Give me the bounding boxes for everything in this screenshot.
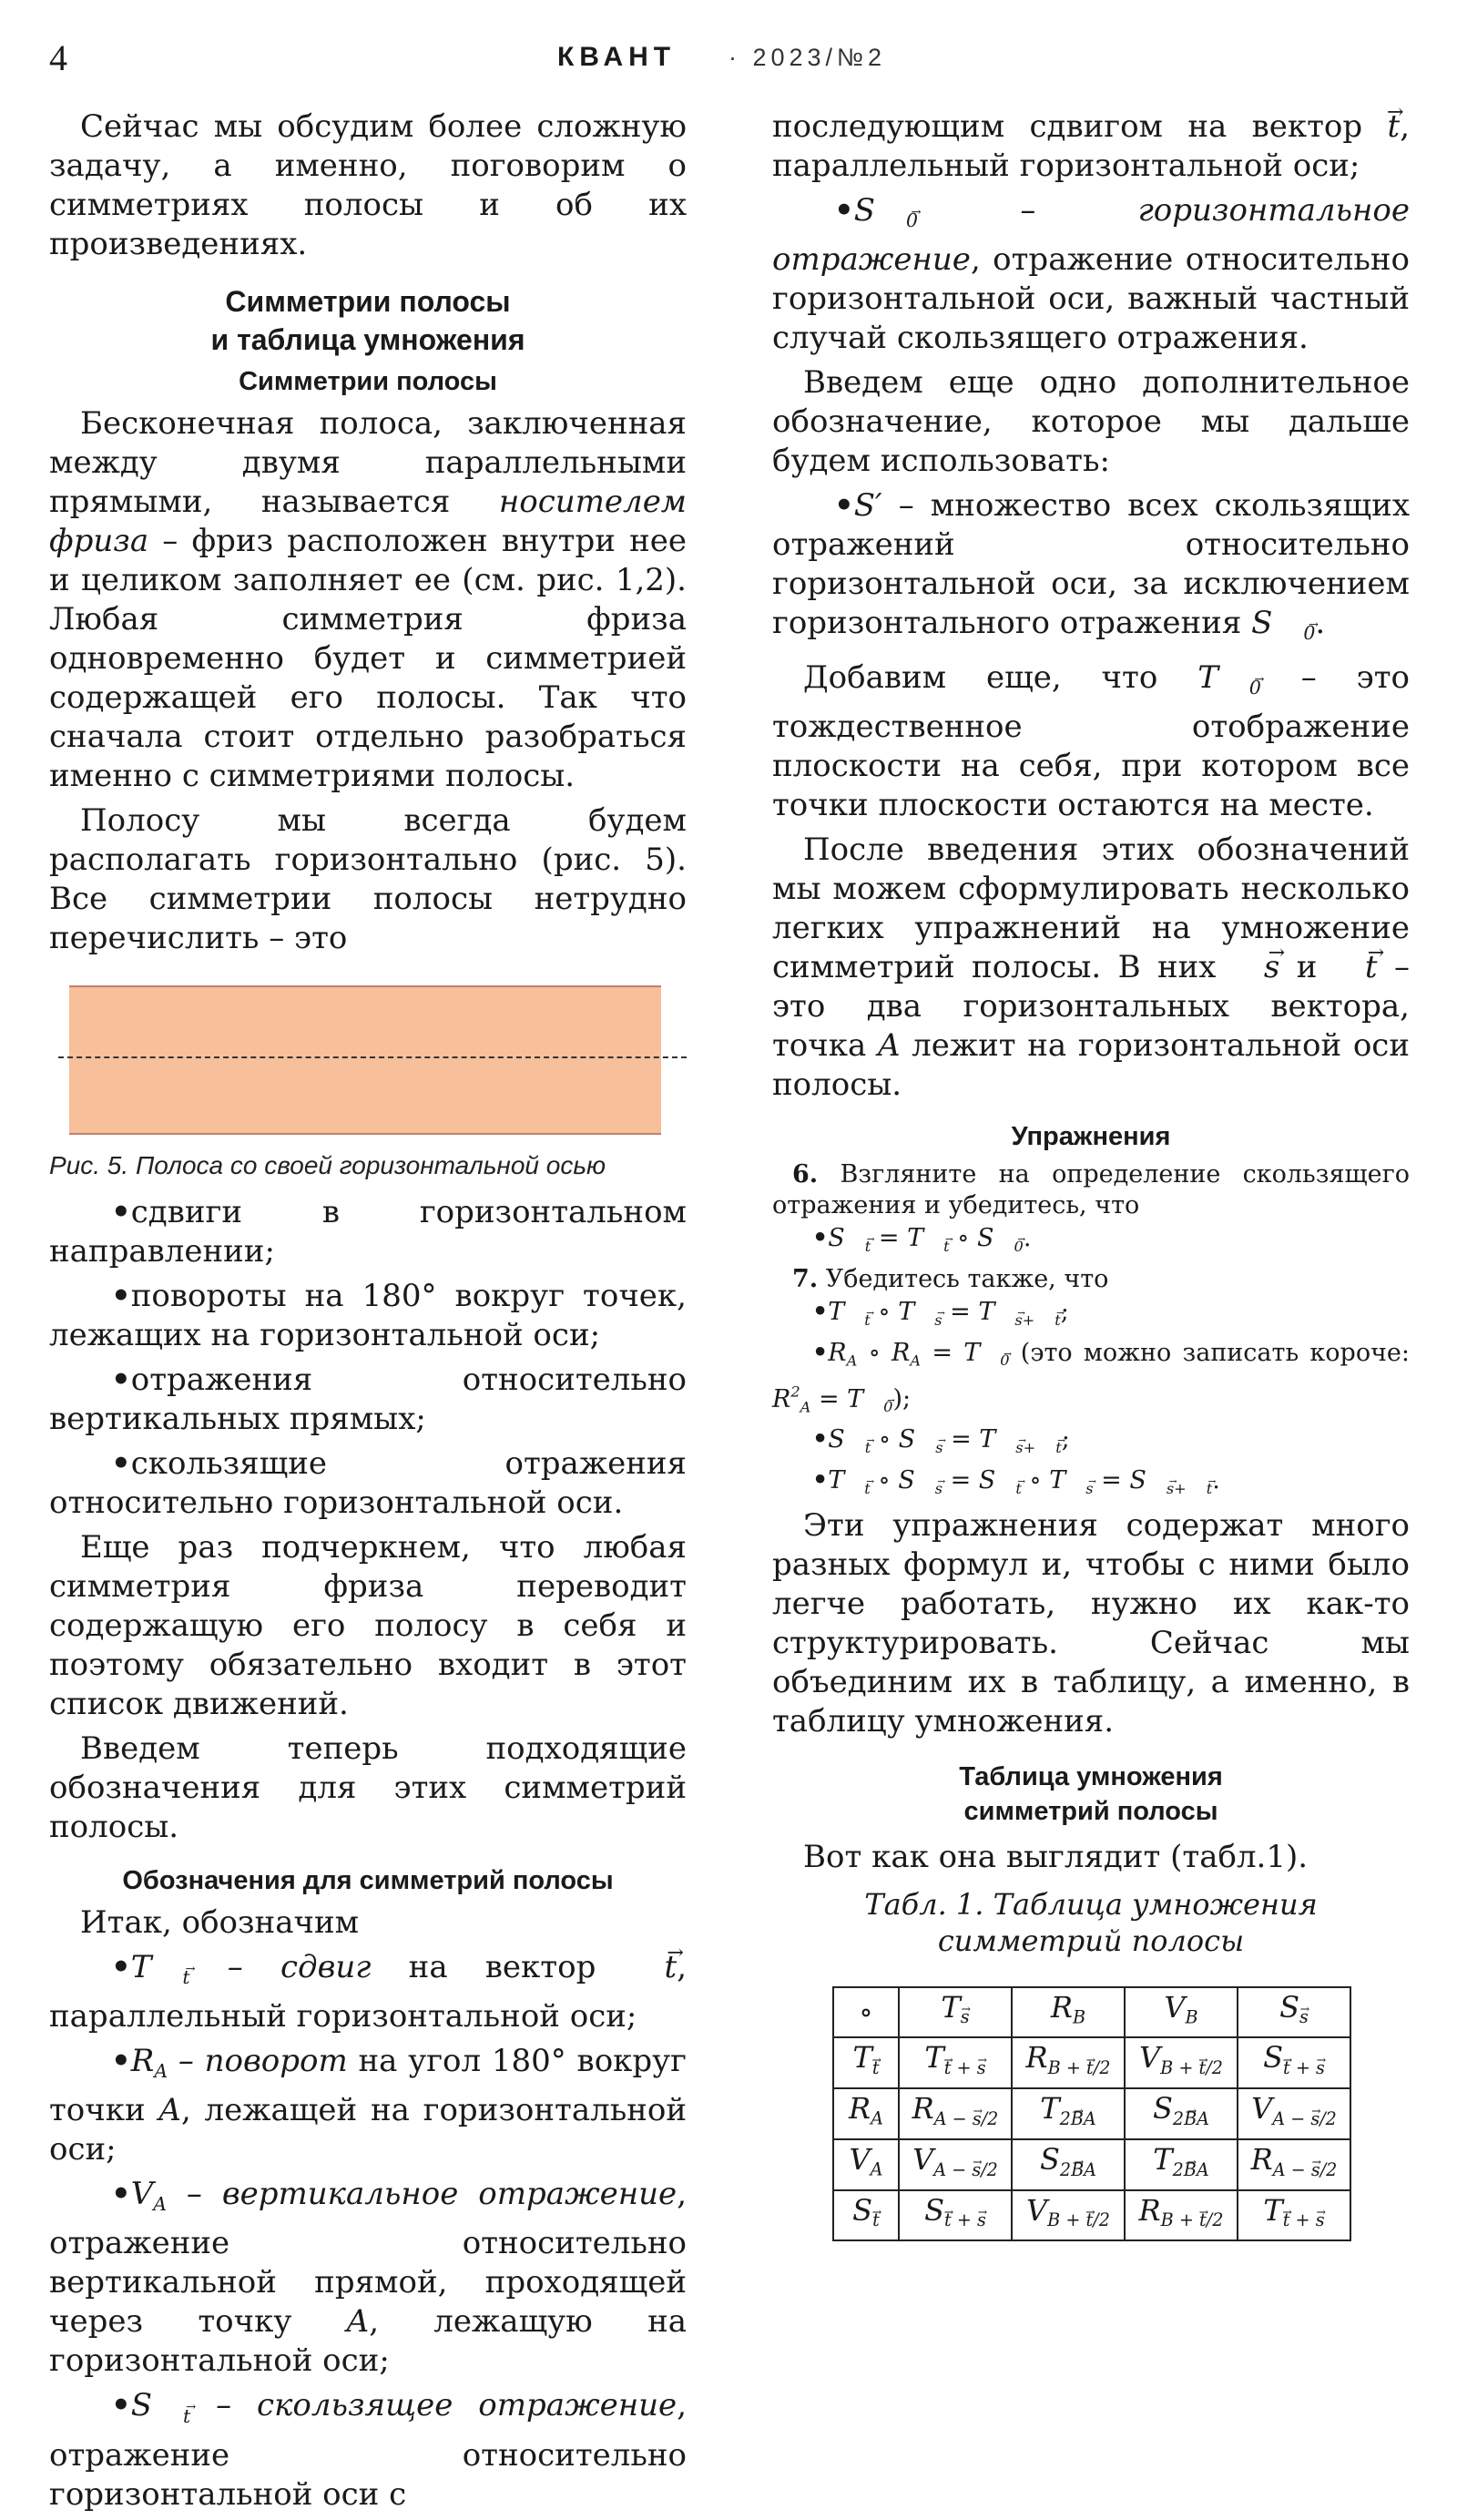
exercise-6: 6. Взгляните на определение скользящего отражения и убедитесь, что [772,1160,1410,1220]
table-header: S→ $_s$ [1238,1987,1350,2038]
exercise-formula: •T→ $_t$ ∘ S→ $_s$ = S→ $_t$ ∘ T→ $_s$ = S→ $_{s+\to t}$. [772,1465,1410,1505]
table-row-header: T→ $_t$ [833,2037,899,2088]
table-cell: $R_{A - \to s/2}$ [899,2088,1012,2139]
left-column [49,107,687,2520]
subsection-title: Симметрии полосы [239,367,497,396]
paragraph-7: Добавим еще, что T→ $_0$ – это тождественное отображение плоскости на себя, при котором все точки плоскости остаются на месте. [772,658,1410,825]
exercises-block [772,1159,1410,1504]
table-corner: ∘ [833,1987,899,2038]
notation-item-vertical-reflection: $•V_A$ – вертикальное отражение, отражение относительно вертикальной прямой, проходящей через точку A, лежащую на горизонтальной оси; [49,2176,688,2380]
figure-5-strip [49,978,687,1142]
table-cell: T→ $_{t + \to s}$ [1238,2190,1350,2241]
notation-item-rotation: $•R_A$ – поворот на угол 180° вокруг точки A, лежащей на горизонтальной оси; [49,2043,687,2168]
table-row-header: $R_A$ [833,2088,899,2139]
multiplication-table [832,1986,1351,2242]
section-title-line-1: Симметрии полосы [225,285,511,318]
table-row-header: S→ $_t$ [833,2190,899,2241]
table-cell: $V_{B + \to t/2}$ [1012,2190,1125,2241]
table-cell: $V_{A - \to s/2}$ [899,2139,1012,2190]
exercise-formula: •S→ $_t$ = T→ $_t$ ∘ S→ $_0$. [772,1223,1410,1262]
figure-caption: Рис. 5. Полоса со своей горизонтальной осью [49,1151,606,1179]
table-header: $R_B$ [1012,1987,1125,2038]
table-cell: T→ $_{t + \to s}$ [899,2037,1012,2088]
right-column [772,107,1410,2241]
strip-band [69,985,661,1135]
paragraph-4: Введем теперь подходящие обозначения для этих симметрий полосы. [49,1730,687,1845]
table-cell: S→ $_{t + \to s}$ [899,2190,1012,2241]
paragraph-8: После введения этих обозначений мы можем сформулировать несколько легких упражнений на умножение симметрий полосы. В них → s и → t – это два горизонтальных вектора, точка A лежит на горизонтальной оси полосы. [772,831,1410,1105]
table-cell: S→ $_{2BA}$ [1012,2139,1125,2190]
paragraph-9: Эти упражнения содержат много разных формул и, чтобы с ними было легче работать, нужно их как-то структурировать. Сейчас мы объединим их в таблицу, а именно, в таблицу умножения. [772,1506,1410,1740]
paragraph-1: Бесконечная полоса, заключенная между двумя параллельными прямыми, называется носителем фриза – фриз расположен внутри нее и целиком заполняет ее (см. рис. 1,2). Любая симметрия фриза одновременно будет и симметрией содержащей его полосы. Так что сначала стоит отдельно разобраться именно с симметриями полосы. [49,405,687,794]
list-item: •сдвиги в горизонтальном направлении; [49,1194,687,1270]
exercises-title: Упражнения [1011,1122,1171,1152]
notation-item-glide-set: •S′ – множество всех скользящих отражений относительно горизонтальной оси, за исключением горизонтального отражения S→ $_0$. [772,486,1410,653]
table-cell: $R_{A - \to s/2}$ [1238,2139,1350,2190]
paragraph-10: Вот как она выглядит (табл.1). [803,1838,1309,1875]
notation-item-shift: •T→ $_t$ – сдвиг на вектор → t, параллельный горизонтальной оси; [49,1948,687,2036]
journal-title: КВАНТ [557,42,677,72]
table-cell: T→ $_{2BA}$ [1125,2139,1238,2190]
horizontal-axis-dashed-line [58,1056,687,1058]
section-title-line-2: и таблица умножения [210,323,525,356]
table-row-header: $V_A$ [833,2139,899,2190]
table-cell: $R_{B + \to t/2}$ [1012,2037,1125,2088]
section-title [49,282,687,359]
table-header: $V_B$ [1125,1987,1238,2038]
exercise-formula: •T→ $_t$ ∘ T→ $_s$ = T→ $_{s+\to t}$; [772,1297,1410,1336]
table-cell: $V_{B + \to t/2}$ [1125,2037,1238,2088]
table-row [833,2139,1350,2190]
paragraph-2: Полосу мы всегда будем располагать горизонтально (рис. 5). Все симметрии полосы нетрудно перечислить – это [49,802,687,956]
notation-item-horizontal-reflection: •S→ $_0$ – горизонтальное отражение, отражение относительно горизонтальной оси, важный частный случай скользящего отражения. [772,191,1410,358]
list-item: •скользящие отражения относительно горизонтальной оси. [49,1445,687,1521]
intro-paragraph: Сейчас мы обсудим более сложную задачу, а именно, поговорим о симметриях полосы и об их произведениях. [49,108,687,262]
table-row [833,2037,1350,2088]
table-row [833,1987,1350,2038]
table-header: T→ $_s$ [899,1987,1012,2038]
issue-label: · 2023/№2 [728,44,887,71]
paragraph-3: Еще раз подчеркнем, что любая симметрия фриза переводит содержащую его полосу в себя и поэтому обязательно входит в этот список движений. [49,1529,687,1722]
table-caption: Табл. 1. Таблица умножения симметрий полосы [864,1886,1318,1958]
paragraph-5: Итак, обозначим [80,1904,360,1941]
exercise-formula: $•R_A$ ∘ $R_A = T\to _0$ (это можно записать короче: $R^2_A = T\to _0$); [772,1338,1410,1423]
page-number: 4 [49,37,67,78]
exercise-7: 7. Убедитесь также, что [792,1265,1109,1294]
paragraph-6: Введем еще одно дополнительное обозначение, которое мы дальше будем использовать: [772,364,1410,480]
exercise-formula: •S→ $_t$ ∘ S→ $_s$ = T→ $_{s+\to t}$; [772,1424,1410,1464]
table-cell: $V_{A - \to s/2}$ [1238,2088,1350,2139]
continued-text: последующим сдвигом на вектор → t, параллельный горизонтальной оси; [772,107,1410,186]
page-header [0,0,1457,82]
table-cell: S→ $_{2BA}$ [1125,2088,1238,2139]
table-row [833,2088,1350,2139]
table-cell: T→ $_{2BA}$ [1012,2088,1125,2139]
list-item: •повороты на 180° вокруг точек, лежащих на горизонтальной оси; [49,1278,687,1353]
table-section-title: Таблица умножения симметрий полосы [959,1761,1223,1826]
notation-item-glide-reflection: •S→ $_t$ – скользящее отражение, отражение относительно горизонтальной оси с [49,2386,687,2514]
table-cell: $R_{B + \to t/2}$ [1125,2190,1238,2241]
notation-title: Обозначения для симметрий полосы [122,1866,614,1895]
list-item: •отражения относительно вертикальных прямых; [49,1362,687,1437]
table-row [833,2190,1350,2241]
table-cell: S→ $_{t + \to s}$ [1238,2037,1350,2088]
